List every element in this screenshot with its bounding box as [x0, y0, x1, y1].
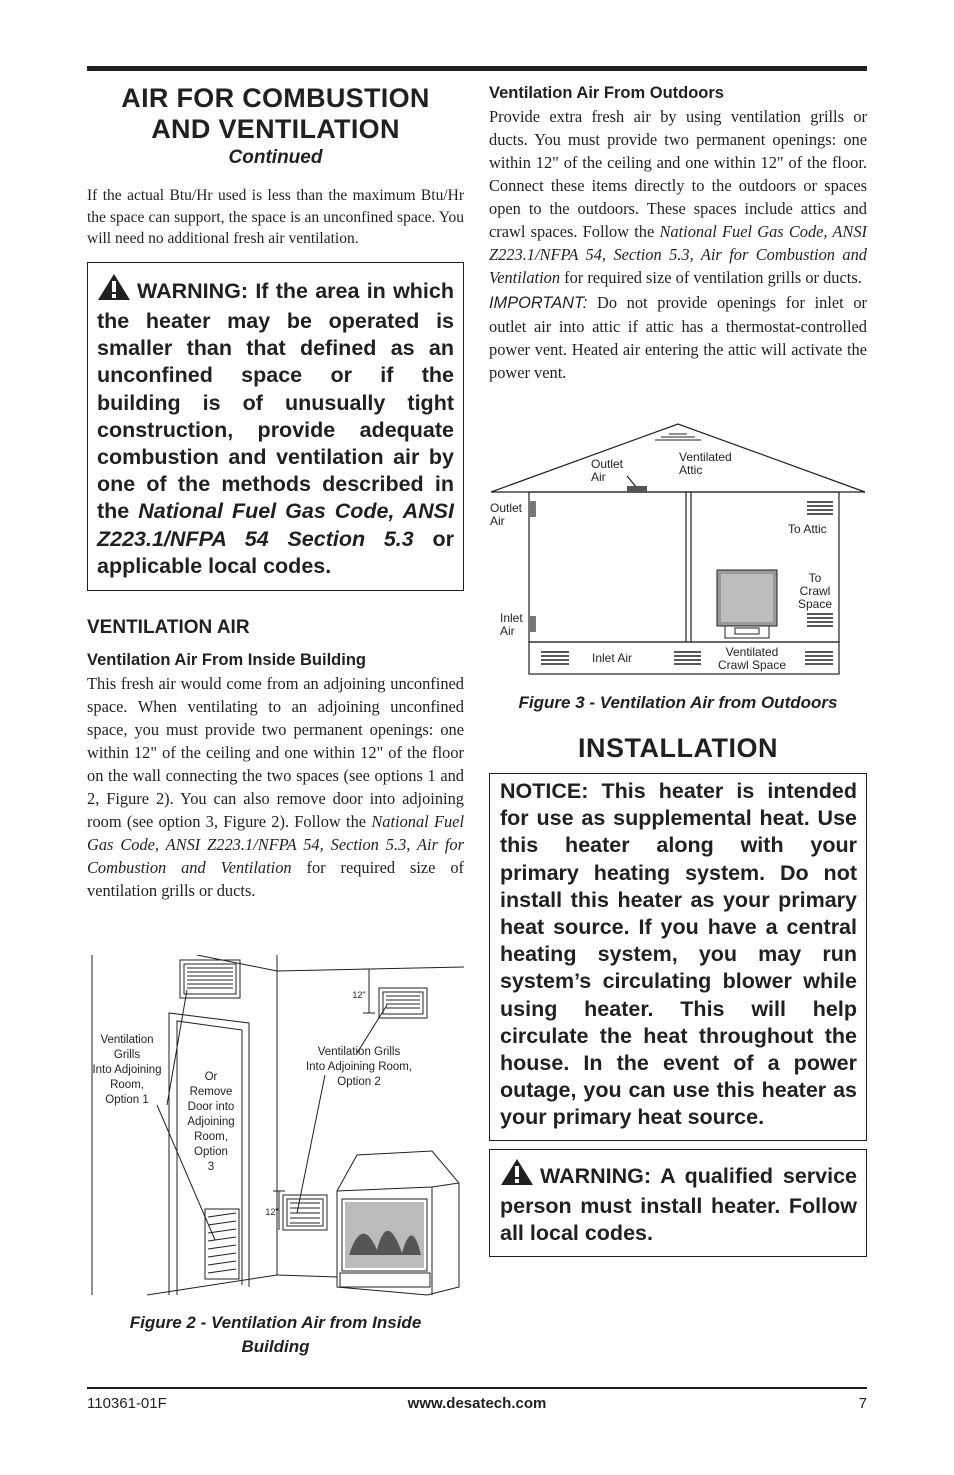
inside-building-heading: Ventilation Air From Inside Building	[87, 651, 366, 670]
figure-3-caption: Figure 3 - Ventilation Air from Outdoors	[518, 693, 838, 712]
fig3-outlet-wall-0: Outlet	[490, 501, 523, 515]
warning-box-2: WARNING: A qualified service person must install heater. Follow all local codes.	[489, 1149, 867, 1257]
page-number: 7	[858, 1395, 867, 1412]
ventilation-air-heading: VENTILATION AIR	[87, 617, 250, 639]
installation-title: INSTALLATION	[578, 733, 778, 763]
continued-label: Continued	[228, 147, 323, 168]
fig3-vent-crawl-0: Ventilated	[725, 645, 779, 659]
fig3-inlet-wall-1: Air	[500, 624, 515, 638]
outdoors-heading: Ventilation Air From Outdoors	[489, 84, 724, 102]
warning-triangle-icon	[97, 273, 131, 308]
fig3-inlet-wall-0: Inlet	[500, 611, 523, 625]
fig2-label-grills-opt2-2: Option 2	[337, 1076, 381, 1088]
fig2-label-door-2: Door into	[187, 1101, 235, 1113]
right-column	[489, 80, 867, 384]
figure-2-caption: Figure 2 - Ventilation Air from Inside Building	[129, 1313, 422, 1356]
website-link[interactable]: www.desatech.com	[407, 1395, 547, 1412]
fig3-to-crawl-0: To	[808, 571, 822, 585]
fig2-label-grills-opt1-3: Room,	[110, 1079, 144, 1091]
fig2-label-door-1: Remove	[189, 1086, 233, 1098]
fig3-to-crawl-2: Space	[797, 597, 833, 611]
fig3-to-crawl-1: Crawl	[799, 584, 831, 598]
fig3-inlet-air: Inlet Air	[592, 651, 633, 665]
fig3-vent-crawl-1: Crawl Space	[717, 658, 787, 672]
notice-box: NOTICE: This heater is intended for use as supplemental heat. Use this heater along with your primary heating system. Do not install this heater as your primary heat source. If you have a central heating system, you may run system’s circulating blower while using heater. This will help circulate the heat throughout the house. In the event of a power outage, you can use this heater as your primary heat source.	[489, 773, 867, 1141]
fig2-label-grills-opt1-1: Grills	[113, 1049, 141, 1061]
fig2-dim-bottom: 12"	[265, 1207, 279, 1217]
fig2-label-door-3: Adjoining	[187, 1116, 235, 1128]
figure-2-labels	[92, 990, 412, 1217]
inside-building-paragraph: This fresh air would come from an adjoining unconfined space. When ventilating to an adjoining unconfined space, you must provide two permanent openings: one within 12" of the ceiling and one within 12" of the floor on the wall connecting the two spaces (see options 1 and 2, Figure 2). You can also remove door into adjoining room (see option 3, Figure 2). Follow the National Fuel Gas Code, ANSI Z223.1/NFPA 54, Section 5.3, Air for Combustion and Ventilation for required size of ventilation grills or ducts.	[87, 674, 465, 901]
warning-box: WARNING: If the area in which the heater may be operated is smaller than that defined as an unconfined space or if the building is of unusually tight construction, provide adequate combustion and ventilation air by one of the methods described in the National Fuel Gas Code, ANSI Z223.1/NFPA 54 Section 5.3 or applicable local codes.	[87, 262, 464, 591]
fig3-outlet-attic-1: Air	[591, 470, 606, 484]
intro-paragraph: If the actual Btu/Hr used is less than the maximum Btu/Hr the space can support, the space is an unconfined space. You will need no additional fresh air ventilation.	[87, 187, 464, 248]
footer-rule	[87, 1387, 867, 1389]
figure-2-illustration	[87, 955, 464, 1305]
fig2-label-grills-opt1-2: Into Adjoining	[92, 1064, 162, 1076]
top-rule	[87, 66, 867, 71]
left-column	[87, 80, 464, 902]
fig2-dim-top: 12"	[352, 990, 366, 1000]
fig2-label-door-0: Or	[204, 1071, 218, 1083]
warning-triangle-icon	[500, 1158, 534, 1193]
fig2-label-grills-opt1-0: Ventilation	[100, 1034, 154, 1046]
important-paragraph: IMPORTANT: Do not provide openings for inlet or outlet air into attic if attic has a thermostat-controlled power vent. Heated air entering the attic will activate the power vent.	[489, 293, 867, 382]
fig2-label-grills-opt1-4: Option 1	[105, 1094, 149, 1106]
fig3-vent-attic-1: Attic	[679, 463, 703, 477]
fig2-label-grills-opt2-1: Into Adjoining Room,	[305, 1061, 413, 1073]
fig3-to-attic: To Attic	[788, 522, 827, 536]
fig2-label-door-4: Room,	[194, 1131, 228, 1143]
fig2-label-grills-opt2-0: Ventilation Grills	[317, 1046, 401, 1058]
fig2-label-door-5: Option	[194, 1146, 228, 1158]
fig3-outlet-wall-1: Air	[490, 514, 505, 528]
outdoors-paragraph: Provide extra fresh air by using ventilation grills or ducts. You must provide two permanent openings: one within 12" of the ceiling and one within 12" of the floor. Connect these items directly to the outdoors or spaces open to the outdoors. These spaces include attics and crawl spaces. Follow the National Fuel Gas Code, ANSI Z223.1/NFPA 54, Section 5.3, Air for Combustion and Ventilation for required size of ventilation grills or ducts.	[489, 107, 867, 287]
section-title: AIR FOR COMBUSTION AND VENTILATION	[121, 83, 430, 144]
fig3-vent-attic-0: Ventilated	[679, 450, 732, 464]
fig2-label-door-6: 3	[207, 1161, 215, 1173]
figure-3-illustration	[489, 422, 867, 677]
doc-number: 110361-01F	[87, 1395, 167, 1412]
figure-3-labels	[490, 450, 832, 672]
fig3-outlet-attic-0: Outlet	[591, 457, 624, 471]
